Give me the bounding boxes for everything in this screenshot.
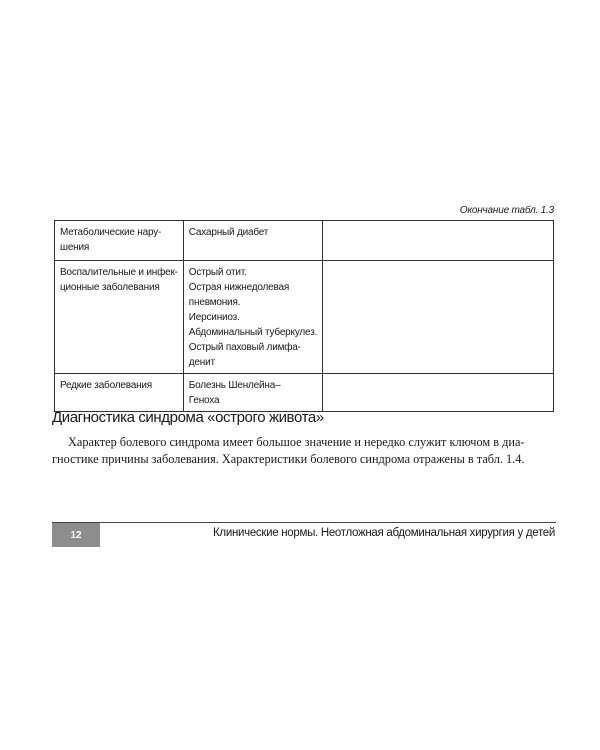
cell-text: ционные заболевания [60,282,160,293]
running-title: Клинические нормы. Неотложная абдоминальная хирургия у детей [213,527,555,539]
cell-text: Иерсиниоз. [188,312,240,323]
category-cell [55,261,184,374]
section-heading: Диагностика синдрома «острого живота» [52,409,324,426]
diagnosis-table [54,220,554,412]
empty-cell [323,374,554,412]
table-caption: Окончание табл. 1.3 [459,205,554,216]
body-paragraph [52,434,556,468]
conditions-cell [183,374,322,412]
conditions-cell [183,221,322,261]
cell-text: шения [60,242,90,253]
cell-text: Метаболические нару- [60,227,162,238]
conditions-cell [183,261,322,374]
cell-text: Сахарный диабет [188,227,269,238]
table-row [55,374,554,412]
cell-text: Воспалительные и инфек- [60,267,178,278]
cell-text: Геноха [188,395,220,406]
cell-text: Абдоминальный туберкулез. [188,327,318,338]
category-cell [55,221,184,261]
footer-divider [52,522,556,523]
cell-text: Острый паховый лимфа- [188,342,301,353]
table-row [55,261,554,374]
cell-text: Острая нижнедолевая [188,282,290,293]
empty-cell [323,261,554,374]
cell-text: денит [188,357,215,368]
page-number: 12 [52,523,100,547]
cell-text: Болезнь Шенлейна– [188,380,281,391]
paragraph-line: Характер болевого синдрома имеет большое значение и нередко служит ключом в диа- [68,435,525,449]
paragraph-line: гностике причины заболевания. Характеристики болевого синдрома отражены в табл. 1.4. [52,452,525,466]
table-row [55,221,554,261]
empty-cell [323,221,554,261]
cell-text: Редкие заболевания [60,380,153,391]
cell-text: Острый отит. [188,267,247,278]
cell-text: пневмония. [188,297,241,308]
category-cell [55,374,184,412]
